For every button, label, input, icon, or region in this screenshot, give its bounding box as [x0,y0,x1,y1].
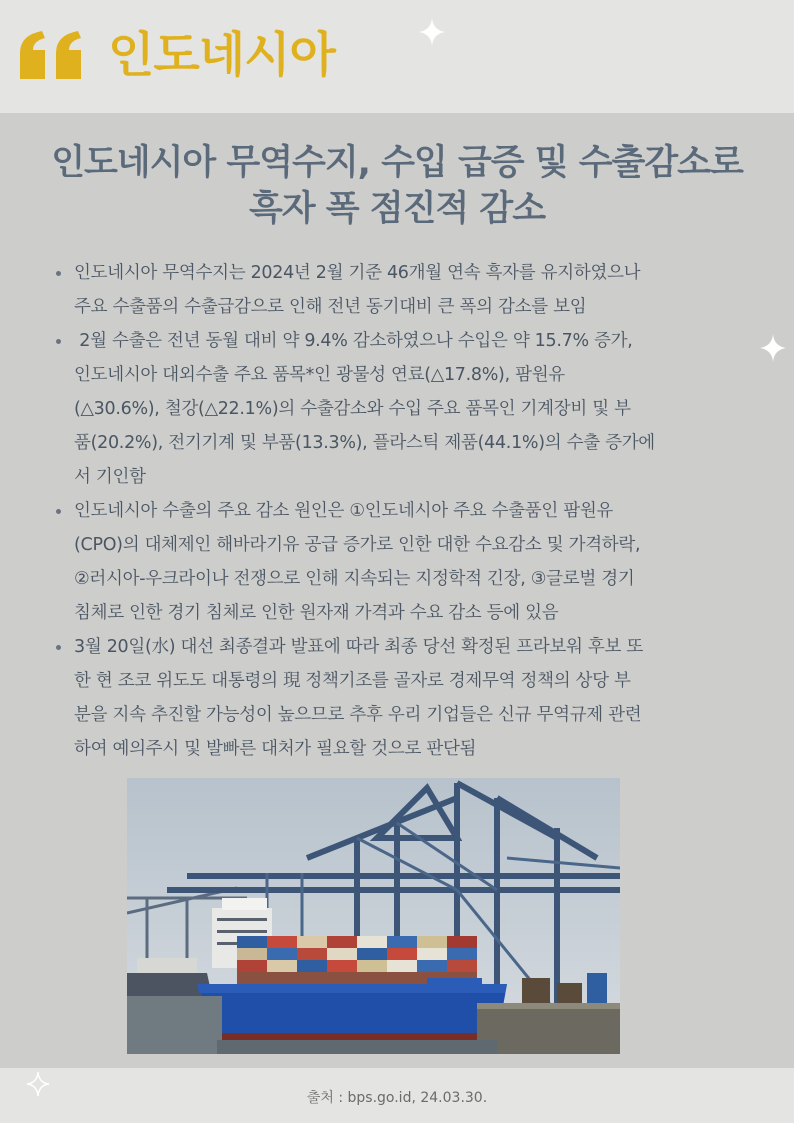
bullet-line: 3월 20일(水) 대선 최종결과 발표에 따라 최종 당선 확정된 프라보워 후보 또 [74,637,643,657]
bullet-line: 한 현 조코 위도도 대통령의 現 정책기조를 골자로 경제무역 정책의 상당 부 [74,671,631,691]
container-ship-port-photo [127,778,620,1054]
bullet-item [50,494,730,630]
bullet-line: 서 기인함 [74,467,146,487]
sparkle-outline-icon [26,1071,50,1097]
bullet-line: 하여 예의주시 및 발빠른 대처가 필요할 것으로 판단됨 [74,739,477,759]
article-title [30,140,764,232]
port-illustration [127,778,620,1054]
article-title-line: 인도네시아 무역수지, 수입 급증 및 수출감소로 [51,143,743,183]
bullet-item [50,256,730,324]
bullet-line: 인도네시아 대외수출 주요 품목*인 광물성 연료(△17.8%), 팜원유 [74,365,565,385]
bullet-item [50,324,730,494]
bullet-line: 인도네시아 수출의 주요 감소 원인은 ①인도네시아 주요 수출품인 팜원유 [74,501,614,521]
bullet-line: 주요 수출품의 수출급감으로 인해 전년 동기대비 큰 폭의 감소를 보임 [74,297,587,317]
article-title-line: 흑자 폭 점진적 감소 [248,189,546,229]
bullet-line: 2월 수출은 전년 동월 대비 약 9.4% 감소하였으나 수입은 약 15.7% 증가, [74,331,633,351]
header-bar [0,0,794,113]
sparkle-icon [760,334,786,362]
bullet-line: (CPO)의 대체제인 해바라기유 공급 증가로 인한 대한 수요감소 및 가격하락, [74,535,641,555]
bullet-line: 분을 지속 추진할 가능성이 높으므로 추후 우리 기업들은 신규 무역규제 관련 [74,705,642,725]
bullet-line: 침체로 인한 경기 침체로 인한 원자재 가격과 수요 감소 등에 있음 [74,603,559,623]
bullet-line: (△30.6%), 철강(△22.1%)의 수출감소와 수입 주요 품목인 기계장비 및 부 [74,399,631,419]
bullet-line: 인도네시아 무역수지는 2024년 2월 기준 46개월 연속 흑자를 유지하였으나 [74,263,641,283]
bullet-list [50,256,730,766]
sparkle-icon [419,18,445,46]
bullet-line: 품(20.2%), 전기기계 및 부품(13.3%), 플라스틱 제품(44.1%)의 수출 증가에 [74,433,655,453]
bullet-item [50,630,730,766]
bullet-line: ②러시아-우크라이나 전쟁으로 인해 지속되는 지정학적 긴장, ③글로벌 경기 [74,569,635,589]
header-title: 인도네시아 [108,27,335,83]
quote-mark-icon [20,31,86,79]
source-caption: 출처 : bps.go.id, 24.03.30. [306,1090,488,1106]
